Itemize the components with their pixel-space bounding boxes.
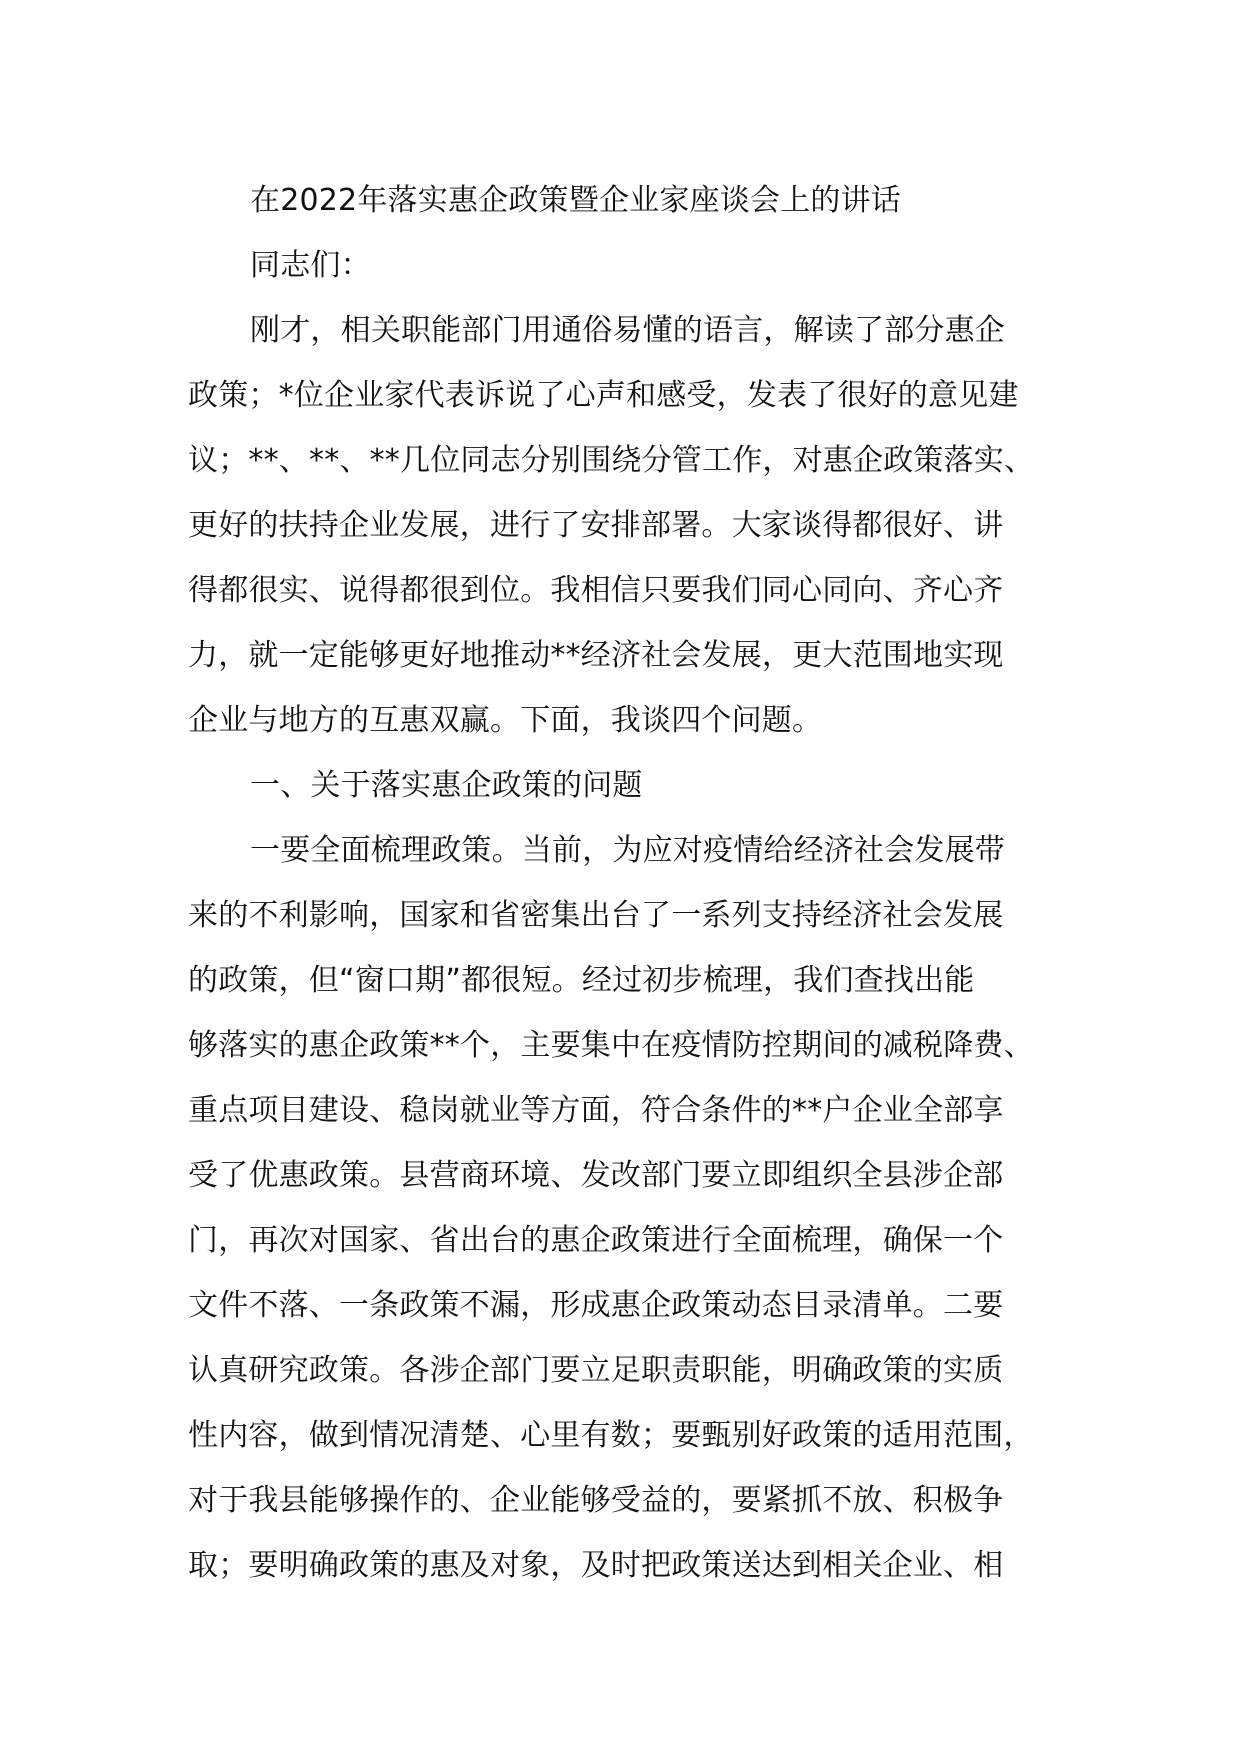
paragraph-line: 性内容，做到情况清楚、心里有数；要甄别好政策的适用范围， [188, 1418, 1034, 1453]
speech-title: 在2022年落实惠企政策暨企业家座谈会上的讲话 [250, 183, 901, 218]
paragraph-line: 取；要明确政策的惠及对象，及时把政策送达到相关企业、相 [188, 1548, 1004, 1583]
paragraph-line: 刚才，相关职能部门用通俗易懂的语言，解读了部分惠企 [250, 313, 1005, 348]
paragraph-line: 力，就一定能够更好地推动**经济社会发展，更大范围地实现 [188, 638, 1004, 673]
paragraph-line: 政策；*位企业家代表诉说了心声和感受，发表了很好的意见建 [188, 378, 1019, 413]
paragraph-line: 议；**、**、**几位同志分别围绕分管工作，对惠企政策落实、 [188, 443, 1035, 478]
paragraph-line: 一要全面梳理政策。当前，为应对疫情给经济社会发展带 [250, 833, 1005, 868]
paragraph-line: 对于我县能够操作的、企业能够受益的，要紧抓不放、积极争 [188, 1483, 1004, 1518]
paragraph-line: 企业与地方的互惠双赢。下面，我谈四个问题。 [188, 703, 823, 738]
paragraph-line: 来的不利影响，国家和省密集出台了一系列支持经济社会发展 [188, 898, 1004, 933]
section-heading: 一、关于落实惠企政策的问题 [250, 768, 643, 803]
paragraph-line: 够落实的惠企政策**个，主要集中在疫情防控期间的减税降费、 [188, 1028, 1034, 1063]
paragraph-line: 认真研究政策。各涉企部门要立足职责职能，明确政策的实质 [188, 1353, 1004, 1388]
document-body [188, 168, 1084, 1598]
salutation: 同志们： [250, 248, 371, 283]
paragraph-line: 文件不落、一条政策不漏，形成惠企政策动态目录清单。二要 [188, 1288, 1004, 1323]
paragraph-line: 重点项目建设、稳岗就业等方面，符合条件的**户企业全部享 [188, 1093, 1004, 1128]
paragraph-line: 得都很实、说得都很到位。我相信只要我们同心同向、齐心齐 [188, 573, 1004, 608]
paragraph-line: 门，再次对国家、省出台的惠企政策进行全面梳理，确保一个 [188, 1223, 1004, 1258]
paragraph-line: 的政策，但“窗口期”都很短。经过初步梳理，我们查找出能 [188, 963, 975, 998]
paragraph-line: 更好的扶持企业发展，进行了安排部署。大家谈得都很好、讲 [188, 508, 1004, 543]
paragraph-line: 受了优惠政策。县营商环境、发改部门要立即组织全县涉企部 [188, 1158, 1004, 1193]
